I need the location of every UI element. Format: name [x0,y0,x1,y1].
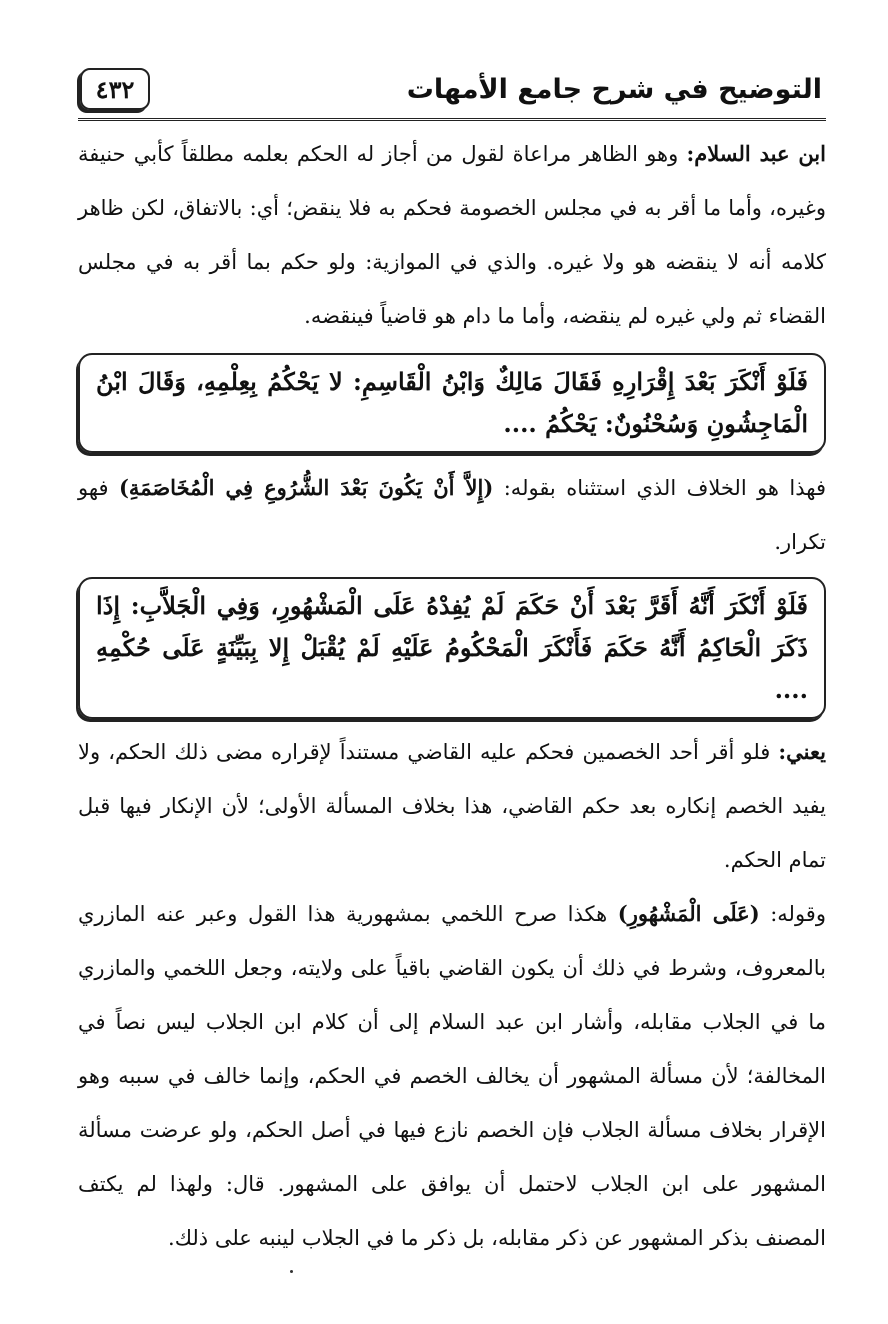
paragraph-3-lead: يعني: [778,739,826,764]
paragraph-1-text: وهو الظاهر مراعاة لقول من أجاز له الحكم بعلمه مطلقاً كأبي حنيفة وغيره، وأما ما أقر به في مجلس الخصومة فحكم به فلا ينقض؛ أي: بالاتفاق، لكن ظاهر كلامه أنه لا ينقضه هو ولا غيره. والذي في الموازية: ولو حكم بما أقر به في مجلس القضاء ثم ولي غيره لم ينقضه، وأما ما دام هو قاضياً فينقضه. [78,142,826,328]
paragraph-2-text: فهذا هو الخلاف الذي استثناه بقوله: [493,476,826,500]
paragraph-2-tail: فهو تكرار. [78,476,826,554]
running-title: التوضيح في شرح جامع الأمهات [406,73,822,105]
page-header [78,60,826,121]
matn-box-2 [78,577,826,719]
paragraph-4-quote: (عَلَى الْمَشْهُورِ) [617,901,760,926]
paragraph-4-text-b: هكذا صرح اللخمي بمشهورية هذا القول وعبر عنه المازري بالمعروف، وشرط في ذلك أن يكون القاضي باقياً على ولايته، وجعل اللخمي والمازري ما في الجلاب مقابله، وأشار ابن عبد السلام إلى أن كلام ابن الجلاب ليس نصاً في المخالفة؛ لأن مسألة المشهور أن يخالف الخصم في الحكم، وإنما خالف في سببه وهو الإقرار بخلاف مسألة الجلاب فإن الخصم نازع فيها في أصل الحكم، ولو عرضت مسألة المشهور على ابن الجلاب لاحتمل أن يوافق على المشهور. قال: ولهذا لم يكتف المصنف بذكر المشهور عن ذكر مقابله، بل ذكر ما في الجلاب لينبه على ذلك. [78,902,826,1250]
matn-box-2-text: فَلَوْ أَنْكَرَ أَنَّهُ أَقَرَّ بَعْدَ أَنْ حَكَمَ لَمْ يُفِدْهُ عَلَى الْمَشْهُورِ، وَفِي الْجَلاَّبِ: إِذَا ذَكَرَ الْحَاكِمُ أَنَّهُ حَكَمَ فَأَنْكَرَ الْمَحْكُومُ عَلَيْهِ لَمْ يُقْبَلْ إِلا بِبَيِّنَةٍ عَلَى حُكْمِهِ .... [96,591,808,704]
matn-box-1-text: فَلَوْ أَنْكَرَ بَعْدَ إِقْرَارِهِ فَقَالَ مَالِكٌ وَابْنُ الْقَاسِمِ: لا يَحْكُمُ بِعِلْمِهِ، وَقَالَ ابْنُ الْمَاجِشُونِ وَسُحْنُونٌ: يَحْكُمُ .... [96,367,808,438]
paragraph-4 [78,887,826,1265]
paragraph-1-lead: ابن عبد السلام: [686,141,826,166]
matn-box-1 [78,353,826,453]
page [78,60,826,1265]
paragraph-3-text: فلو أقر أحد الخصمين فحكم عليه القاضي مستنداً لإقراره مضى ذلك الحكم، ولا يفيد الخصم إنكاره بعد حكم القاضي، هذا بخلاف المسألة الأولى؛ لأن الإنكار فيها قبل تمام الحكم. [78,740,826,872]
paragraph-4-text-a: وقوله: [759,902,826,926]
scan-speck [290,1270,293,1273]
page-number: ٤٣٢ [80,68,150,110]
paragraph-1 [78,127,826,343]
paragraph-2-quote: (إِلاَّ أَنْ يَكُونَ بَعْدَ الشُّرُوعِ فِي الْمُخَاصَمَةِ) [119,475,494,500]
paragraph-2 [78,461,826,569]
paragraph-3 [78,725,826,887]
